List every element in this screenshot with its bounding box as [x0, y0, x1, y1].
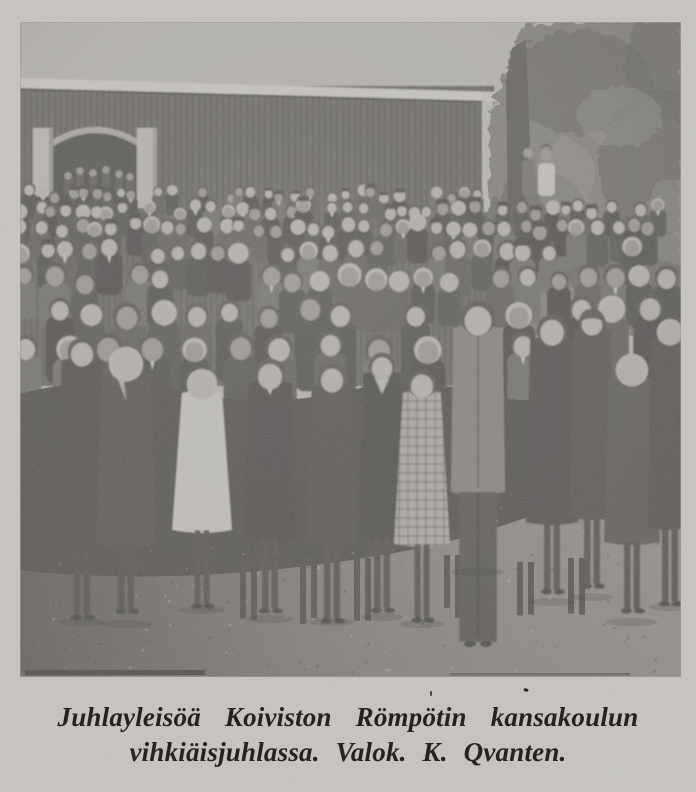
caption-line-1: Juhlayleisöä Koiviston Römpötin kansakoulun	[57, 701, 639, 733]
photo-caption	[0, 700, 696, 769]
ink-speck-small	[430, 691, 432, 696]
caption-line-2: vihkiäisjuhlassa. Valok. K. Qvanten.	[129, 737, 567, 767]
